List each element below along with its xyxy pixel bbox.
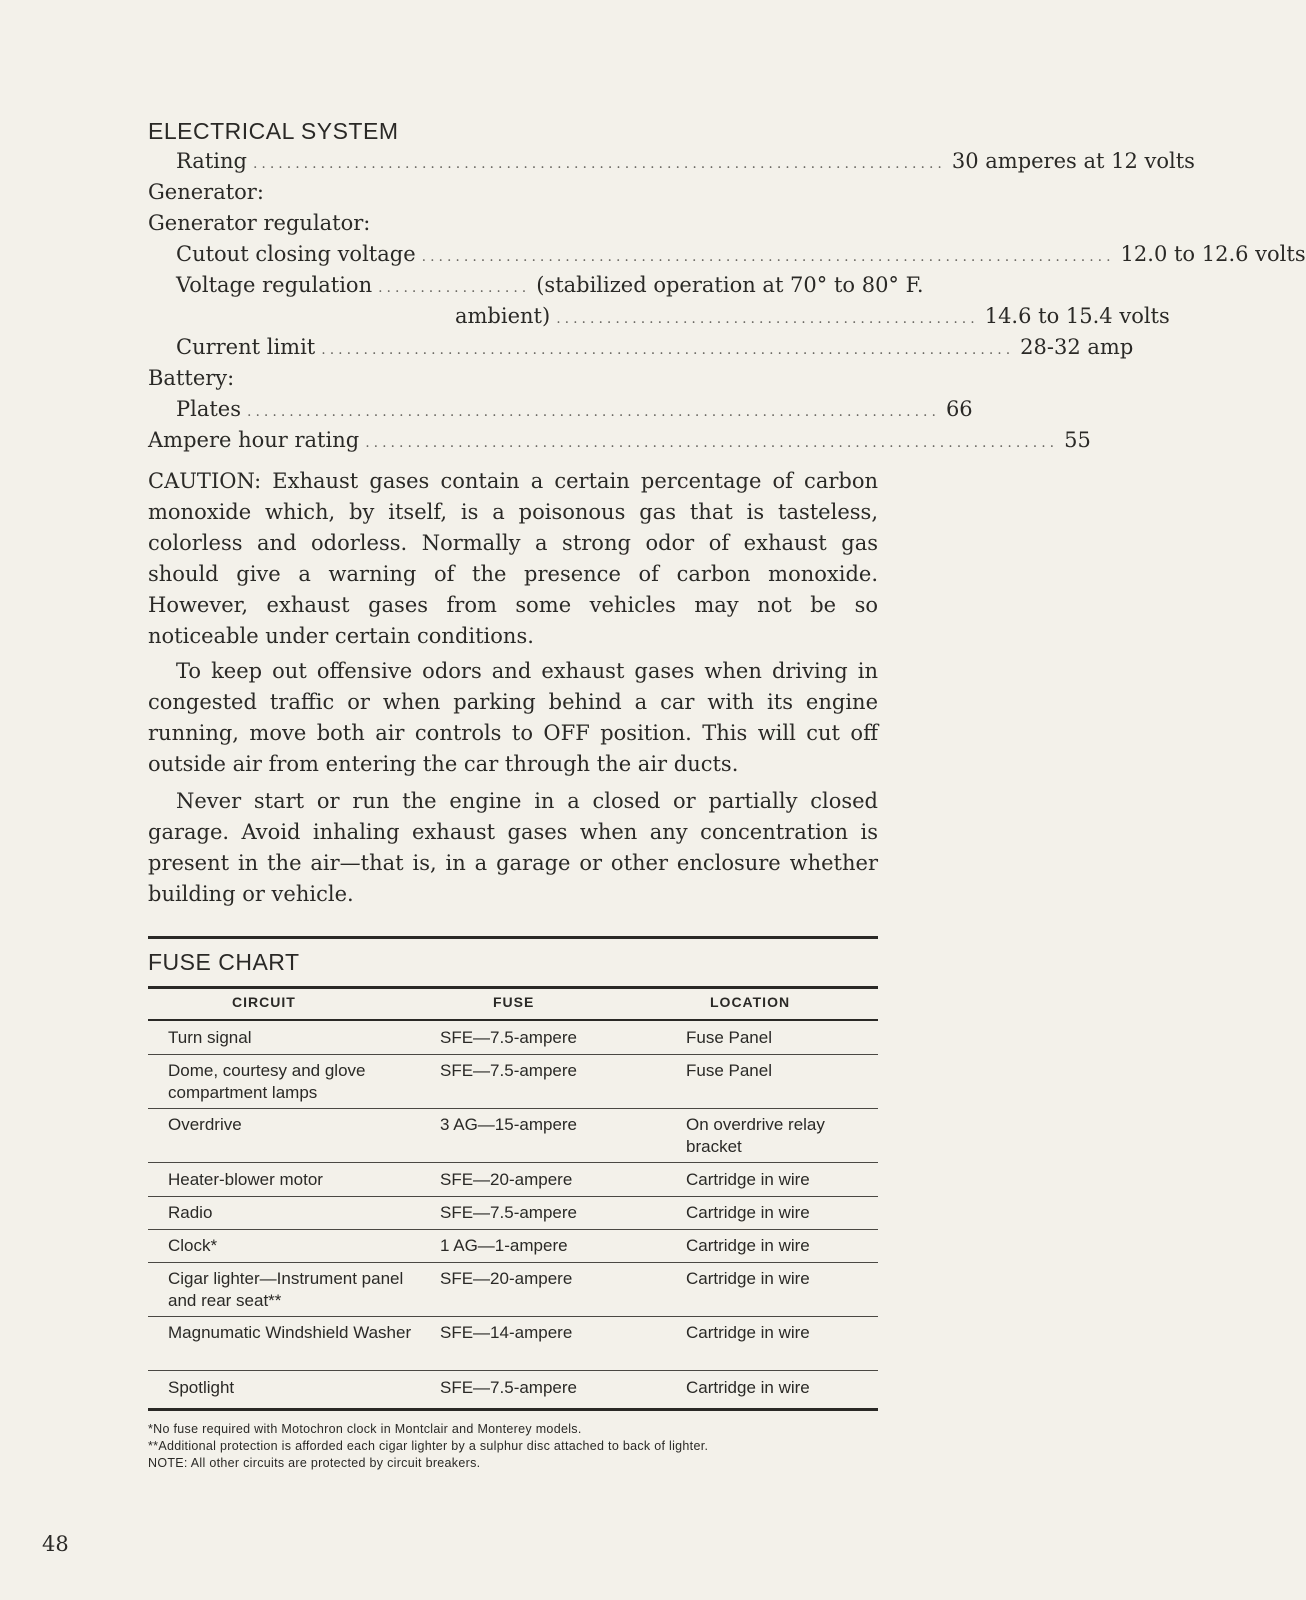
table-row <box>148 1377 878 1403</box>
spec-generator-row <box>148 177 878 207</box>
cell-fuse: 3 AG—15-ampere <box>440 1115 578 1134</box>
table-row <box>148 1268 878 1316</box>
cell-circuit: Heater-blower motor <box>168 1170 323 1189</box>
cell-fuse: SFE—20-ampere <box>440 1269 573 1288</box>
garage-paragraph: Never start or run the engine in a closed or partially closed garage. Avoid inhaling exhaust gases when any concentration is present in the air—that is, in a garage or other enclosure whether building or vehicle. <box>148 789 878 906</box>
cell-fuse: SFE—7.5-ampere <box>440 1061 577 1080</box>
footnote-clock: *No fuse required with Motochron clock in Montclair and Monterey models. <box>148 1422 582 1436</box>
spec-plates-label: Plates <box>176 397 242 421</box>
cell-location: Cartridge in wire <box>686 1203 810 1222</box>
spec-current-row: Current limit .................................................................................. 28-32 amp <box>148 332 878 362</box>
cell-fuse: SFE—20-ampere <box>440 1170 573 1189</box>
spec-rating-label: Rating <box>176 149 247 173</box>
spec-regulator-label: Generator regulator: <box>148 211 371 235</box>
cell-location: Cartridge in wire <box>686 1323 810 1342</box>
spec-current-label: Current limit <box>176 335 316 359</box>
electrical-system-heading: ELECTRICAL SYSTEM <box>148 118 399 144</box>
fuse-chart-bottom-rule <box>148 1408 878 1411</box>
cell-fuse: SFE—14-ampere <box>440 1323 573 1342</box>
spec-cutout-value: 12.0 to 12.6 volts <box>1120 242 1306 266</box>
spec-voltage-value-row: ambient) .................................................. 14.6 to 15.4 volts <box>455 301 878 331</box>
spec-battery-row <box>148 363 878 393</box>
spec-plates-row: Plates .................................................................................. 66 <box>148 394 878 424</box>
footnote-lighter: **Additional protection is afforded each cigar lighter by a sulphur disc attached to back of lighter. <box>148 1439 709 1453</box>
spec-cutout-label: Cutout closing voltage <box>176 242 416 266</box>
fuse-chart-header-rule <box>148 986 878 989</box>
cell-circuit: Dome, courtesy and glove compartment lamps <box>168 1061 366 1102</box>
spec-voltage-label: Voltage regulation <box>176 273 373 297</box>
table-row <box>148 1169 878 1195</box>
table-row <box>148 1202 878 1228</box>
cell-fuse: SFE—7.5-ampere <box>440 1028 577 1047</box>
cell-fuse: SFE—7.5-ampere <box>440 1203 577 1222</box>
spec-generator-label: Generator: <box>148 180 264 204</box>
table-row <box>148 1027 878 1053</box>
spec-ampere-value: 55 <box>1064 428 1091 452</box>
spec-cutout-row: Cutout closing voltage .................................................................................. 12.0 to 12.6 volts <box>148 239 878 269</box>
cell-circuit: Clock* <box>168 1236 218 1255</box>
column-header-fuse: FUSE <box>493 994 535 1010</box>
spec-ampere-label: Ampere hour rating <box>148 428 360 452</box>
cell-location: Cartridge in wire <box>686 1378 810 1397</box>
spec-plates-value: 66 <box>945 397 973 421</box>
table-row <box>148 1114 878 1162</box>
column-header-rule <box>148 1019 878 1021</box>
spec-regulator-row <box>148 208 878 238</box>
cell-circuit: Overdrive <box>168 1115 242 1134</box>
spec-battery-label: Battery: <box>148 366 235 390</box>
spec-ampere-row: Ampere hour rating .................................................................................. 55 <box>148 425 878 455</box>
table-row <box>148 1322 878 1370</box>
spec-voltage-note: (stabilized operation at 70° to 80° F. <box>536 273 924 297</box>
cell-location: Cartridge in wire <box>686 1236 810 1255</box>
spec-rating-row: Rating .................................................................................. 30 amperes at 12 volts <box>148 146 878 176</box>
column-header-circuit: CIRCUIT <box>232 994 296 1010</box>
page-number: 48 <box>42 1532 69 1556</box>
cell-location: Fuse Panel <box>686 1028 772 1047</box>
table-row <box>148 1235 878 1261</box>
cell-circuit: Cigar lighter—Instrument panel and rear seat** <box>168 1269 404 1310</box>
cell-location: Cartridge in wire <box>686 1269 810 1288</box>
fuse-chart-heading: FUSE CHART <box>148 949 300 975</box>
fuse-chart-top-rule <box>148 936 878 939</box>
spec-current-value: 28-32 amp <box>1020 335 1134 359</box>
spec-voltage-value: 14.6 to 15.4 volts <box>984 304 1170 328</box>
spec-voltage-row: Voltage regulation .................. (stabilized operation at 70° to 80° F. <box>148 270 878 300</box>
cell-circuit: Spotlight <box>168 1378 235 1397</box>
footnote-circuit-breakers: NOTE: All other circuits are protected by circuit breakers. <box>148 1456 481 1470</box>
spec-rating-value: 30 amperes at 12 volts <box>951 149 1195 173</box>
cell-circuit: Magnumatic Windshield Washer <box>168 1323 412 1342</box>
exhaust-paragraph: To keep out offensive odors and exhaust gases when driving in congested traffic or when parking behind a car with its engine running, move both air controls to OFF position. This will cut off outside air from entering the car through the air ducts. <box>148 659 878 776</box>
table-row <box>148 1060 878 1108</box>
spec-voltage-ambient: ambient) <box>455 304 551 328</box>
caution-paragraph: CAUTION: Exhaust gases contain a certain percentage of carbon monoxide which, by itself, is a poisonous gas that is tasteless, colorless and odorless. Normally a strong odor of exhaust gas should give a warning of the presence of carbon monoxide. However, exhaust gases from some vehicles may not be so noticeable under certain conditions. <box>148 469 878 648</box>
cell-location: On overdrive relay bracket <box>686 1115 825 1156</box>
cell-location: Cartridge in wire <box>686 1170 810 1189</box>
column-header-location: LOCATION <box>710 994 791 1010</box>
cell-fuse: 1 AG—1-ampere <box>440 1236 568 1255</box>
cell-circuit: Radio <box>168 1203 213 1222</box>
cell-fuse: SFE—7.5-ampere <box>440 1378 577 1397</box>
cell-circuit: Turn signal <box>168 1028 252 1047</box>
cell-location: Fuse Panel <box>686 1061 772 1080</box>
